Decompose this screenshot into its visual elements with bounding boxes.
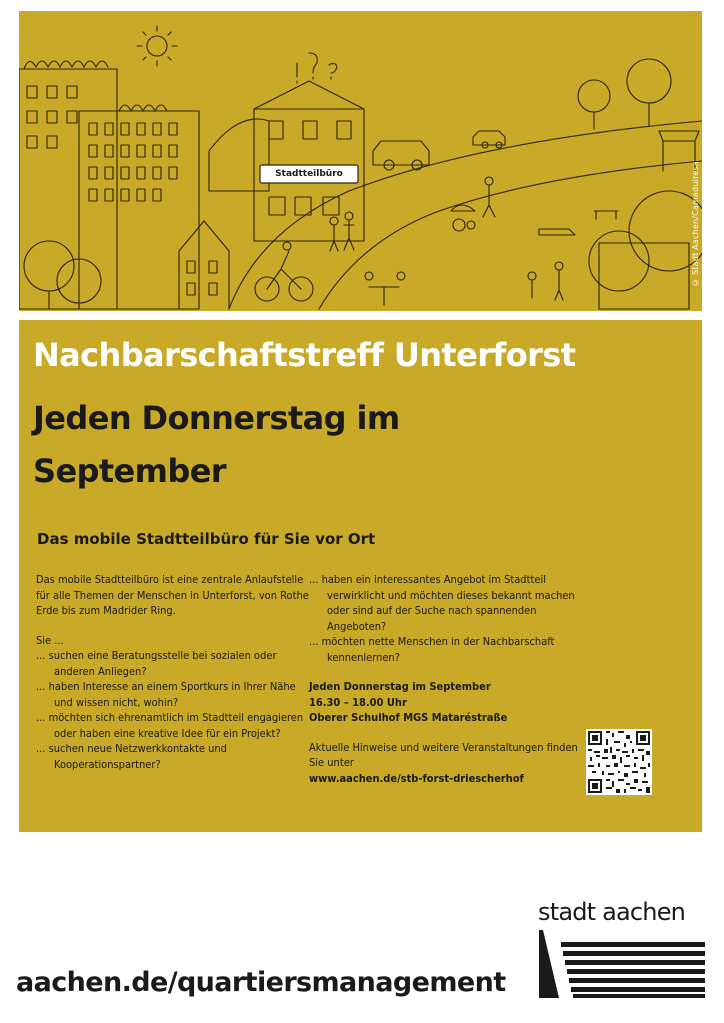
list-item: ... haben Interesse an einem Sportkurs in Ihrer Nähe und wissen nicht, wohin?	[36, 680, 296, 709]
sie-label: Sie ...	[36, 633, 64, 647]
neighborhood-drawing	[19, 11, 702, 311]
footer-link[interactable]: aachen.de/quartiersmanagement	[16, 967, 506, 998]
intro-text: Das mobile Stadtteilbüro ist eine zentrale Anlaufstelle für alle Themen der Menschen in Unterforst, von Rothe Erde bis zum Madrider Ring.	[36, 573, 309, 617]
list-item: ... möchten sich ehrenamtlich im Stadtteil engagieren oder haben eine kreative Idee für ein Projekt?	[36, 711, 304, 740]
info-text: Aktuelle Hinweise und weitere Veranstaltungen finden Sie unter	[309, 740, 578, 769]
sub-headline: Jeden Donnerstag im September	[33, 399, 400, 490]
photo-credit: © Stadt Aachen/Camaduiresa	[691, 161, 700, 287]
info-link[interactable]: www.aachen.de/stb-forst-driescherhof	[309, 771, 524, 785]
event-day: Jeden Donnerstag im September	[309, 680, 491, 693]
header-illustration	[19, 11, 702, 311]
city-logo-icon	[537, 928, 705, 1000]
event-time: 16.30 – 18.00 Uhr	[309, 695, 407, 709]
headline: Nachbarschaftstreff Unterforst	[33, 336, 576, 374]
tagline: Das mobile Stadtteilbüro für Sie vor Ort	[37, 530, 376, 548]
list-item: ... suchen neue Netzwerkkontakte und Kooperationspartner?	[36, 742, 227, 771]
office-sign-label: Stadtteilbüro	[275, 169, 343, 179]
info-panel	[19, 320, 702, 832]
left-column	[36, 572, 311, 772]
list-item: ... suchen eine Beratungsstelle bei sozialen oder anderen Anliegen?	[36, 649, 277, 678]
sun-icon	[137, 26, 177, 66]
list-item: ... möchten nette Menschen in der Nachbarschaft kennenlernen?	[309, 635, 555, 664]
qr-code-icon[interactable]	[586, 729, 652, 795]
right-column	[309, 572, 579, 786]
city-logo-text: stadt aachen	[538, 898, 686, 926]
list-item: ... haben ein interessantes Angebot im Stadtteil verwirklicht und möchten dieses bekannt machen oder sind auf der Suche nach spannenden Angeboten?	[309, 573, 575, 633]
event-place: Oberer Schulhof MGS Mataréstraße	[309, 711, 508, 724]
